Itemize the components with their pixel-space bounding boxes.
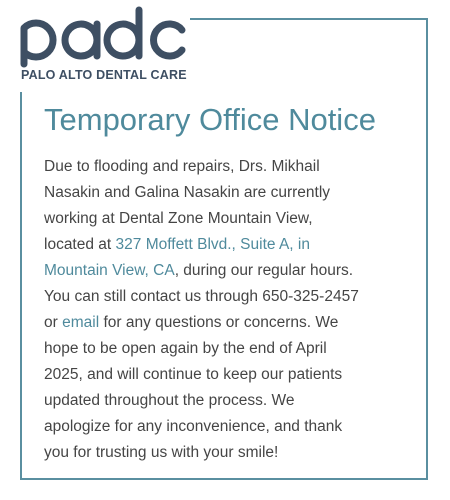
notice-text: or [44,314,63,331]
notice-line: 2025, and will continue to keep our patients [44,366,343,383]
notice-line: Due to flooding and repairs, Drs. Mikhail [44,158,320,175]
logo-mark [12,6,190,68]
notice-line: Nasakin and Galina Nasakin are currently [44,184,331,201]
notice-line: working at Dental Zone Mountain View, [44,210,313,227]
notice-line [44,232,416,258]
notice-line: updated throughout the process. We [44,392,295,409]
notice-line [44,310,416,336]
notice-line: You can still contact us through 650-325-2457 [44,288,359,305]
notice-text: located at [44,236,116,253]
logo-name: PALO ALTO DENTAL CARE [21,68,187,82]
notice-line: apologize for any inconvenience, and thank [44,418,343,435]
notice-text: for any questions or concerns. We [99,314,339,331]
address-link[interactable]: 327 Moffett Blvd., Suite A, in [115,236,310,253]
logo[interactable] [12,6,190,92]
email-link[interactable]: email [62,314,100,331]
notice-text: , during our regular hours. [174,262,354,279]
address-link-continued[interactable]: Mountain View, CA [44,262,175,279]
notice-line: you for trusting us with your smile! [44,444,279,461]
notice-line [44,258,416,284]
notice-body [44,154,416,466]
notice-line: hope to be open again by the end of April [44,340,327,357]
page-title: Temporary Office Notice [44,102,376,137]
